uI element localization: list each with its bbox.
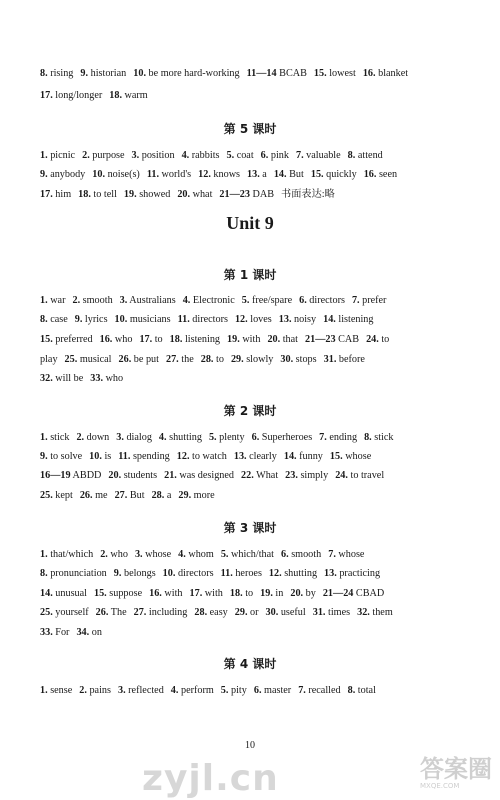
answer-item: 18. to tell (78, 189, 117, 200)
answer-item: 6. Superheroes (251, 432, 313, 443)
answer-item: 26. me (79, 490, 108, 501)
answer-item: 5. coat (226, 150, 254, 161)
answer-item: 5. which/that (220, 549, 275, 560)
answer-item: 33. who (90, 373, 124, 384)
answer-item: 19. in (260, 588, 284, 599)
answer-item: 34. on (76, 627, 102, 638)
watermark-logo: zyjl.cn (142, 758, 279, 799)
answer-item: 9. to solve (40, 451, 83, 462)
answer-line (40, 67, 480, 81)
answer-item: 17. with (189, 588, 223, 599)
answer-item: 14. But (273, 169, 304, 180)
answer-line (40, 606, 480, 620)
answer-item: 4. Electronic (182, 295, 235, 306)
answer-item: 12. knows (198, 169, 241, 180)
answer-item: 9. anybody (40, 169, 86, 180)
answer-line (40, 333, 480, 347)
answer-item: 33. For (40, 627, 70, 638)
answer-item: 12. shutting (268, 568, 318, 579)
answer-item: 26. be put (118, 354, 159, 365)
answer-item: 17. him (40, 189, 72, 200)
answer-item: 9. lyrics (74, 314, 108, 325)
answer-item: 1. stick (40, 432, 70, 443)
stamp-logo (420, 756, 492, 796)
answer-item: 16. with (149, 588, 183, 599)
answer-item: 17. to (139, 334, 163, 345)
lesson-1-heading: 第 1 课时 (223, 268, 277, 282)
lesson-3-heading: 第 3 课时 (223, 521, 277, 535)
answer-item: 4. perform (170, 685, 214, 696)
answer-line (40, 567, 480, 581)
lesson-5-heading: 第 5 课时 (223, 122, 277, 136)
answer-item: 14. unusual (40, 588, 87, 599)
answer-item: 26. The (95, 607, 127, 618)
answer-item: 15. quickly (310, 169, 357, 180)
answer-line (40, 431, 480, 445)
answer-item: 28. to (200, 354, 224, 365)
answer-item: play (40, 354, 58, 365)
answer-item: 14. funny (283, 451, 323, 462)
answer-line (40, 450, 480, 464)
answer-item: 19. showed (123, 189, 171, 200)
answer-line (40, 168, 480, 182)
answer-item: 24. to travel (335, 470, 385, 481)
answer-item: 32. will be (40, 373, 84, 384)
answer-item: 7. valuable (295, 150, 341, 161)
answer-item: 2. pains (79, 685, 111, 696)
answer-item: 12. to watch (176, 451, 227, 462)
answer-item: 24. to (366, 334, 390, 345)
answer-item: 30. stops (280, 354, 317, 365)
answer-item: 31. before (323, 354, 365, 365)
answer-item: 8. total (347, 685, 376, 696)
answer-item: 6. smooth (281, 549, 322, 560)
answer-item: 21. was designed (164, 470, 234, 481)
answer-item: 8. pronunciation (40, 568, 107, 579)
answer-item: 20. what (177, 189, 213, 200)
answer-line (40, 353, 480, 367)
answer-item: 25. yourself (40, 607, 89, 618)
answer-item: 20. by (290, 588, 316, 599)
answer-item: 7. prefer (351, 295, 387, 306)
answer-item: 27. including (133, 607, 188, 618)
answer-item: 21—23 DAB (219, 189, 275, 200)
answer-item: 28. a (151, 490, 172, 501)
answer-item: 11. directors (177, 314, 228, 325)
answer-item: 5. pity (220, 685, 247, 696)
answer-item: 15. preferred (40, 334, 93, 345)
answer-line (40, 548, 480, 562)
answer-item: 3. Australians (119, 295, 176, 306)
answer-item: 29. more (178, 490, 215, 501)
answer-line (40, 489, 480, 503)
answer-item: 15. whose (329, 451, 372, 462)
answer-item: 7. recalled (298, 685, 341, 696)
answer-line (40, 188, 480, 202)
answer-item: 12. loves (234, 314, 272, 325)
answer-item: 16. seen (363, 169, 398, 180)
answer-item: 31. times (312, 607, 351, 618)
answer-item: 6. pink (260, 150, 289, 161)
answer-item: 4. rabbits (181, 150, 220, 161)
answer-item: 10. be more hard-working (133, 68, 240, 79)
answer-item: 1. picnic (40, 150, 76, 161)
answer-line (40, 149, 480, 163)
answer-item: 4. shutting (158, 432, 202, 443)
lesson-2-heading: 第 2 课时 (223, 404, 277, 418)
answer-line (40, 587, 480, 601)
answer-line (40, 89, 480, 103)
answer-item: 10. directors (162, 568, 214, 579)
stamp-logo-text: 答案圈 (420, 755, 492, 783)
answer-item: 11. heroes (220, 568, 262, 579)
answer-item: 3. position (131, 150, 175, 161)
answer-item: 18. listening (169, 334, 221, 345)
answer-item: 13. clearly (233, 451, 277, 462)
answer-line (40, 684, 480, 698)
answer-item: 21—24 CBAD (322, 588, 385, 599)
answer-item: 3. dialog (116, 432, 152, 443)
answer-item: 13. noisy (278, 314, 317, 325)
answer-item: 1. sense (40, 685, 73, 696)
answer-line (40, 313, 480, 327)
answer-line (40, 294, 480, 308)
answer-item: 16. blanket (362, 68, 409, 79)
lesson-4-heading: 第 4 课时 (223, 657, 277, 671)
answer-item: 3. whose (134, 549, 172, 560)
answer-item: 10. musicians (114, 314, 171, 325)
answer-item: 10. noise(s) (92, 169, 140, 180)
answer-item: 17. long/longer (40, 90, 103, 101)
page-number: 10 (245, 740, 255, 751)
answer-item: 29. slowly (230, 354, 274, 365)
answer-item: 32. them (357, 607, 393, 618)
answer-item: 8. stick (364, 432, 394, 443)
answer-item: 16—19 ABDD (40, 470, 102, 481)
answer-item: 1. that/which (40, 549, 94, 560)
answer-line (40, 626, 480, 640)
answer-item: 25. musical (64, 354, 112, 365)
answer-item: 14. listening (323, 314, 374, 325)
answer-item: 30. useful (265, 607, 306, 618)
answer-line (40, 372, 480, 386)
answer-item: 2. down (76, 432, 110, 443)
answer-item: 6. directors (299, 295, 345, 306)
answer-item: 8. rising (40, 68, 74, 79)
answer-item: 2. purpose (82, 150, 125, 161)
answer-item: 25. kept (40, 490, 73, 501)
stamp-logo-sub: MXQE.COM (420, 782, 460, 790)
answer-item: 28. easy (194, 607, 228, 618)
answer-item: 1. war (40, 295, 66, 306)
answer-item: 4. whom (178, 549, 214, 560)
answer-line (40, 469, 480, 483)
answer-item: 20. students (108, 470, 158, 481)
answer-item: 书面表达:略 (281, 189, 335, 200)
answer-item: 11—14 BCAB (246, 68, 307, 79)
answer-item: 18. warm (109, 90, 148, 101)
answer-item: 11. spending (118, 451, 170, 462)
answer-item: 13. a (247, 169, 267, 180)
answer-item: 27. But (114, 490, 145, 501)
answer-item: 20. that (267, 334, 298, 345)
answer-item: 19. with (227, 334, 261, 345)
answer-item: 8. attend (347, 150, 383, 161)
answer-item: 16. who (99, 334, 133, 345)
answer-item: 10. is (89, 451, 112, 462)
answer-item: 18. to (229, 588, 254, 599)
answer-item: 5. free/spare (241, 295, 293, 306)
answer-item: 2. smooth (72, 295, 113, 306)
answer-item: 9. historian (80, 68, 127, 79)
answer-item: 13. practicing (324, 568, 381, 579)
answer-item: 11. world's (146, 169, 192, 180)
answer-item: 22. What (241, 470, 279, 481)
answer-item: 7. whose (328, 549, 365, 560)
answer-item: 27. the (165, 354, 194, 365)
answer-item: 3. reflected (117, 685, 164, 696)
answer-item: 8. case (40, 314, 68, 325)
answer-item: 15. suppose (93, 588, 143, 599)
answer-item: 21—23 CAB (305, 334, 360, 345)
unit-title: Unit 9 (226, 213, 274, 233)
answer-item: 6. master (253, 685, 292, 696)
answer-item: 9. belongs (113, 568, 156, 579)
answer-item: 5. plenty (208, 432, 245, 443)
answer-item: 7. ending (319, 432, 358, 443)
answer-item: 29. or (234, 607, 259, 618)
answer-item: 2. who (100, 549, 128, 560)
answer-item: 23. simply (285, 470, 329, 481)
answer-item: 15. lowest (313, 68, 356, 79)
